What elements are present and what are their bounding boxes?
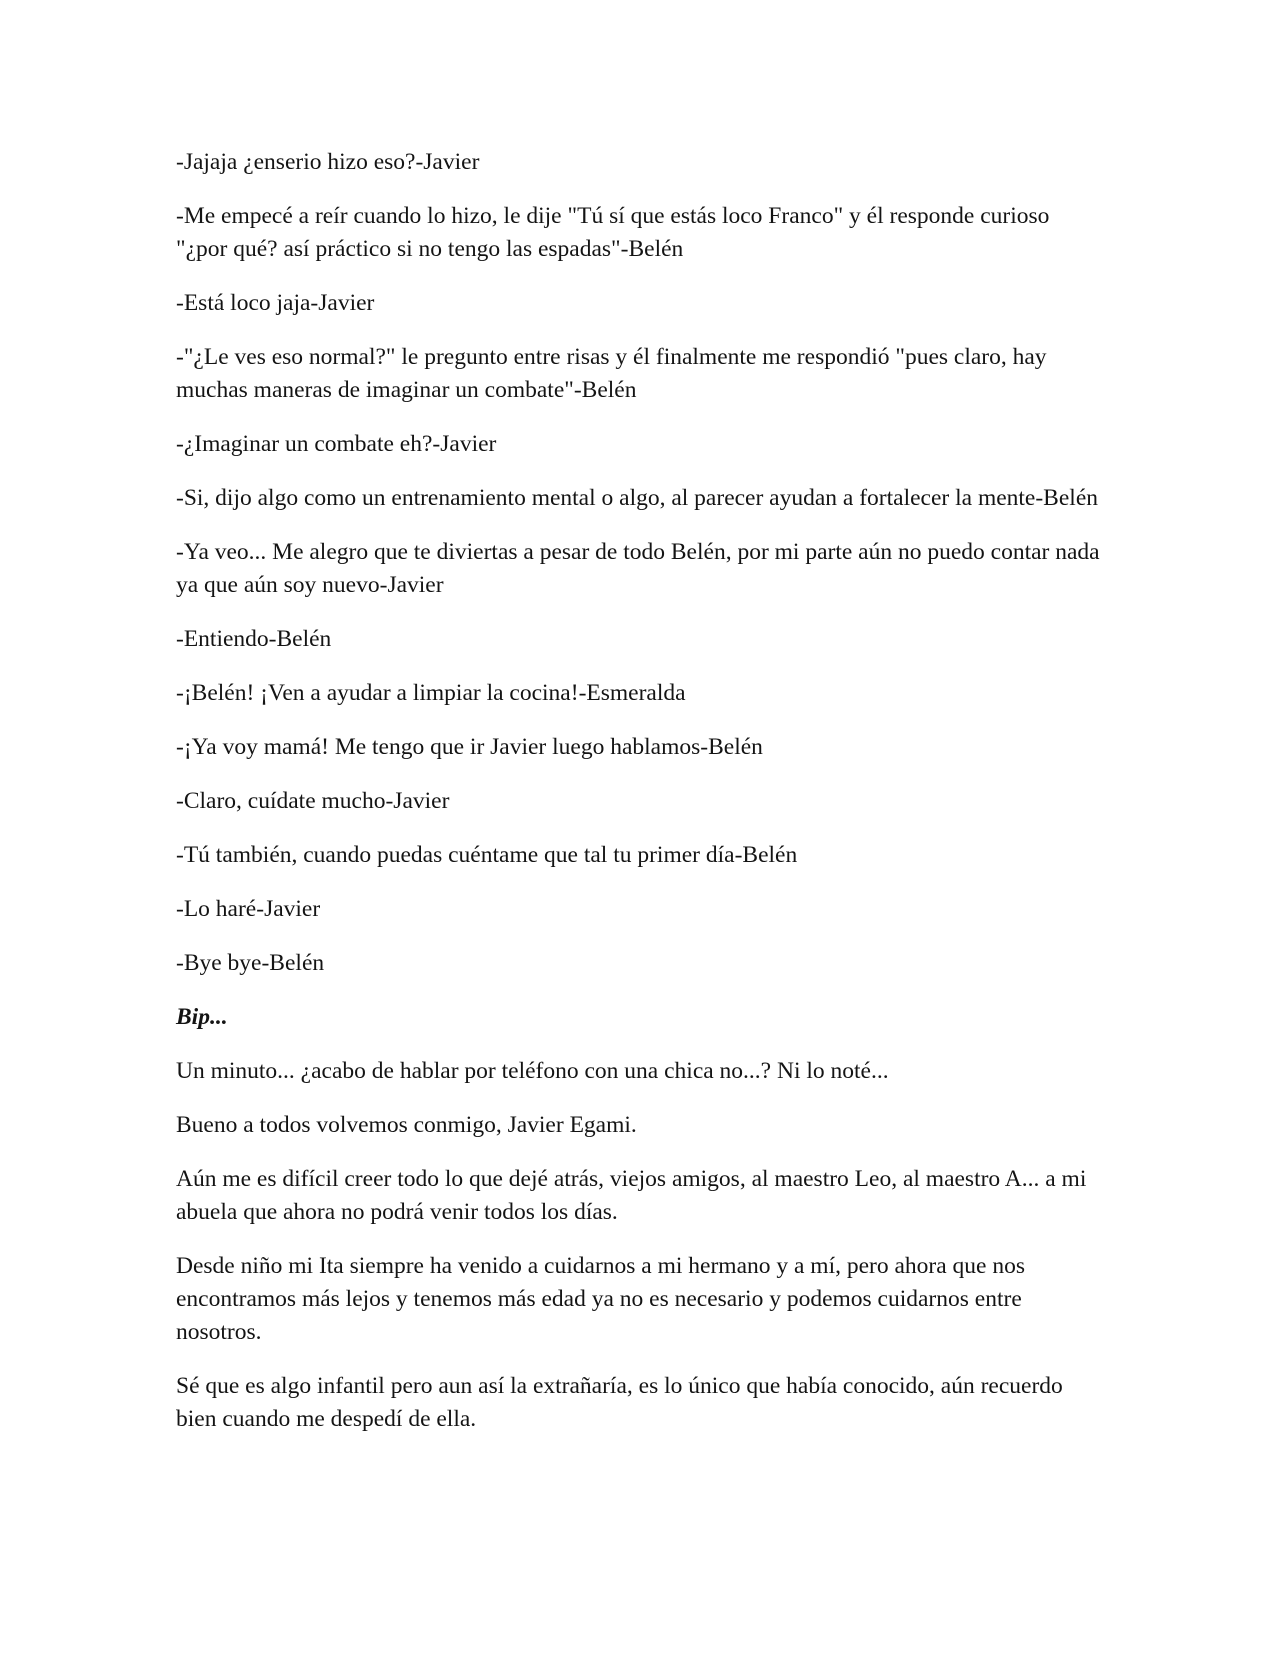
paragraph: Bueno a todos volvemos conmigo, Javier Egami. bbox=[176, 1112, 637, 1138]
paragraph: -¿Imaginar un combate eh?-Javier bbox=[176, 431, 497, 457]
paragraph: -Tú también, cuando puedas cuéntame que tal tu primer día-Belén bbox=[176, 842, 798, 868]
paragraph: -Ya veo... Me alegro que te diviertas a pesar de todo Belén, por mi parte aún no puedo contar nada ya que aún soy nuevo-Javier bbox=[176, 539, 1100, 598]
document-body bbox=[176, 146, 1106, 1457]
paragraph: -Está loco jaja-Javier bbox=[176, 290, 375, 316]
paragraph: -"¿Le ves eso normal?" le pregunto entre risas y él finalmente me respondió "pues claro, hay muchas maneras de imaginar un combate"-Belén bbox=[176, 344, 1047, 403]
paragraph: -Bye bye-Belén bbox=[176, 950, 325, 976]
paragraph: Sé que es algo infantil pero aun así la extrañaría, es lo único que había conocido, aún recuerdo bien cuando me despedí de ella. bbox=[176, 1373, 1063, 1432]
paragraph: -Me empecé a reír cuando lo hizo, le dije "Tú sí que estás loco Franco" y él responde curioso "¿por qué? así práctico si no tengo las espadas"-Belén bbox=[176, 203, 1050, 262]
paragraph: -Lo haré-Javier bbox=[176, 896, 321, 922]
paragraph: Aún me es difícil creer todo lo que dejé atrás, viejos amigos, al maestro Leo, al maestro A... a mi abuela que ahora no podrá venir todos los días. bbox=[176, 1166, 1087, 1225]
sound-effect-paragraph: Bip... bbox=[176, 1004, 228, 1030]
paragraph: -¡Belén! ¡Ven a ayudar a limpiar la cocina!-Esmeralda bbox=[176, 680, 686, 706]
paragraph: -Entiendo-Belén bbox=[176, 626, 332, 652]
paragraph: Un minuto... ¿acabo de hablar por teléfono con una chica no...? Ni lo noté... bbox=[176, 1058, 889, 1084]
paragraph: -¡Ya voy mamá! Me tengo que ir Javier luego hablamos-Belén bbox=[176, 734, 763, 760]
paragraph: Desde niño mi Ita siempre ha venido a cuidarnos a mi hermano y a mí, pero ahora que nos encontramos más lejos y tenemos más edad ya no es necesario y podemos cuidarnos entre nosotros. bbox=[176, 1253, 1026, 1345]
paragraph: -Si, dijo algo como un entrenamiento mental o algo, al parecer ayudan a fortalecer la mente-Belén bbox=[176, 485, 1098, 511]
paragraph: -Jajaja ¿enserio hizo eso?-Javier bbox=[176, 149, 480, 175]
paragraph: -Claro, cuídate mucho-Javier bbox=[176, 788, 450, 814]
